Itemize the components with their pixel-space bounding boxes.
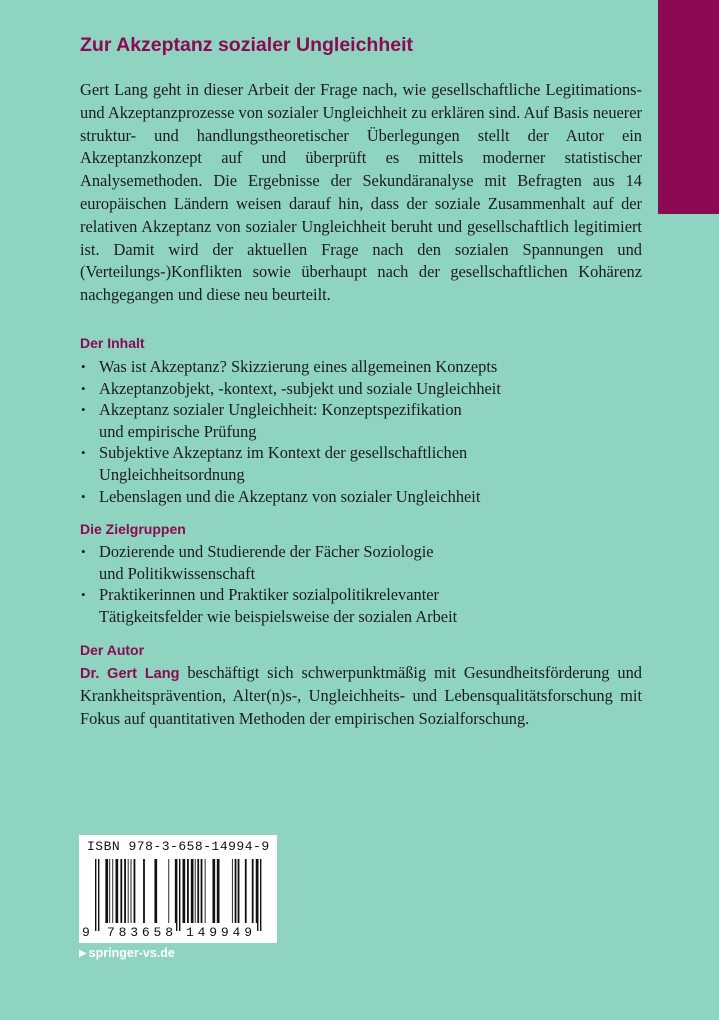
isbn-barcode bbox=[79, 835, 277, 943]
triangle-right-icon: ▶ bbox=[79, 948, 87, 959]
barcode-bar bbox=[217, 859, 220, 923]
barcode-bar bbox=[232, 859, 233, 923]
zielgruppen-list bbox=[80, 541, 650, 627]
barcode-bar bbox=[260, 859, 261, 931]
publisher-link-text[interactable]: springer-vs.de bbox=[88, 946, 175, 960]
barcode-digit-group: 9 bbox=[82, 925, 90, 940]
inhalt-item bbox=[80, 356, 650, 378]
inhalt-item-line: • Lebenslagen und die Akzeptanz von sozialer Ungleichheit bbox=[99, 486, 481, 506]
inhalt-item bbox=[80, 378, 650, 400]
zielgruppen-item-line: Tätigkeitsfelder wie beispielsweise der sozialen Arbeit bbox=[99, 606, 458, 626]
barcode-bar bbox=[124, 859, 126, 923]
zielgruppen-item bbox=[80, 541, 650, 584]
spine-color-band bbox=[658, 0, 719, 214]
barcode-digit-group: 149949 bbox=[186, 925, 252, 940]
barcode-bar bbox=[197, 859, 199, 923]
barcode-bar bbox=[95, 859, 96, 931]
barcode-bar bbox=[116, 859, 119, 923]
autor-heading: Der Autor bbox=[80, 642, 145, 658]
inhalt-item bbox=[80, 442, 650, 485]
inhalt-item-line: • Akzeptanzobjekt, -kontext, -subjekt und soziale Ungleichheit bbox=[99, 378, 501, 398]
barcode-bar bbox=[238, 859, 240, 923]
zielgruppen-item-line: • Praktikerinnen und Praktiker sozialpolitikrelevanter bbox=[99, 585, 440, 605]
publisher-link[interactable] bbox=[79, 946, 175, 960]
inhalt-list bbox=[80, 356, 650, 507]
inhalt-item bbox=[80, 399, 650, 442]
barcode-bar bbox=[201, 859, 203, 923]
zielgruppen-heading: Die Zielgruppen bbox=[80, 521, 186, 537]
author-bio bbox=[80, 662, 642, 730]
barcode-bar bbox=[131, 859, 132, 923]
barcode-bar bbox=[120, 859, 122, 923]
barcode-bar bbox=[98, 859, 99, 931]
book-title: Zur Akzeptanz sozialer Ungleichheit bbox=[80, 34, 414, 56]
barcode-bar bbox=[183, 859, 186, 923]
barcode-bar bbox=[205, 859, 206, 923]
author-name: Dr. Gert Lang bbox=[80, 666, 180, 682]
barcode-bar bbox=[252, 859, 254, 923]
inhalt-item-line: Ungleichheitsordnung bbox=[99, 464, 245, 484]
barcode-bar bbox=[235, 859, 237, 923]
barcode-bar bbox=[128, 859, 129, 923]
inhalt-heading: Der Inhalt bbox=[80, 335, 145, 351]
barcode-bar bbox=[257, 859, 258, 931]
inhalt-item-line: • Akzeptanz sozialer Ungleichheit: Konzeptspezifikation bbox=[99, 400, 462, 420]
isbn-label: ISBN 978-3-658-14994-9 bbox=[87, 839, 270, 854]
barcode-bar bbox=[212, 859, 215, 923]
barcode-bar bbox=[109, 859, 110, 923]
barcode-bar bbox=[195, 859, 196, 923]
inhalt-item-line: • Was ist Akzeptanz? Skizzierung eines allgemeinen Konzepts bbox=[99, 357, 498, 376]
inhalt-item-line: und empirische Prüfung bbox=[99, 421, 257, 441]
barcode-bar bbox=[191, 859, 194, 923]
barcode-bar bbox=[105, 859, 108, 923]
barcode-bar bbox=[143, 859, 145, 923]
barcode-bar bbox=[187, 859, 189, 923]
zielgruppen-item-line: • Dozierende und Studierende der Fächer Soziologie bbox=[99, 542, 434, 561]
book-abstract: Gert Lang geht in dieser Arbeit der Frage nach, wie gesellschaftliche Legitimations- und Akzeptanzprozesse von sozialer Ungleichheit zu erklären sind. Auf Basis neuerer struktur- und handlungstheoretischer Überlegungen stellt der Autor ein Akzeptanzkonzept auf und überprüft es mittels moderner statistischer Analysemethoden. Die Ergebnisse der Sekundäranalyse mit Befragten aus 14 europäischen Ländern weisen darauf hin, dass der soziale Zusammenhalt auf der relativen Akzeptanz von sozialer Ungleichheit beruht und gesellschaftlich legitimiert ist. Damit wird der aktuellen Frage nach den sozialen Spannungen und (Verteilungs-)Konflikten sowie überhaupt nach der gesellschaftlichen Kohärenz nachgegangen und diese neu beurteilt. bbox=[80, 80, 642, 305]
zielgruppen-item bbox=[80, 584, 650, 627]
inhalt-item-line: • Subjektive Akzeptanz im Kontext der gesellschaftlichen bbox=[99, 443, 468, 463]
barcode-bar bbox=[168, 859, 169, 923]
barcode-bars bbox=[95, 859, 261, 931]
barcode-bar bbox=[245, 859, 247, 923]
inhalt-item bbox=[80, 486, 650, 508]
barcode-bar bbox=[179, 859, 180, 931]
barcode-bar bbox=[154, 859, 157, 923]
barcode-bar bbox=[134, 859, 136, 923]
author-bio-text: beschäftigt sich schwerpunktmäßig mit Gesundheitsförderung und Krankheitsprävention, Alter(n)s-, Ungleichheits- und Lebensqualitätsforschung mit Fokus auf quantitativen Methoden der empirischen Sozialforschung. bbox=[80, 663, 642, 728]
barcode-bar bbox=[176, 859, 177, 931]
barcode-bar bbox=[112, 859, 113, 923]
barcode-digit-group: 783658 bbox=[107, 925, 173, 940]
zielgruppen-item-line: und Politikwissenschaft bbox=[99, 563, 256, 583]
